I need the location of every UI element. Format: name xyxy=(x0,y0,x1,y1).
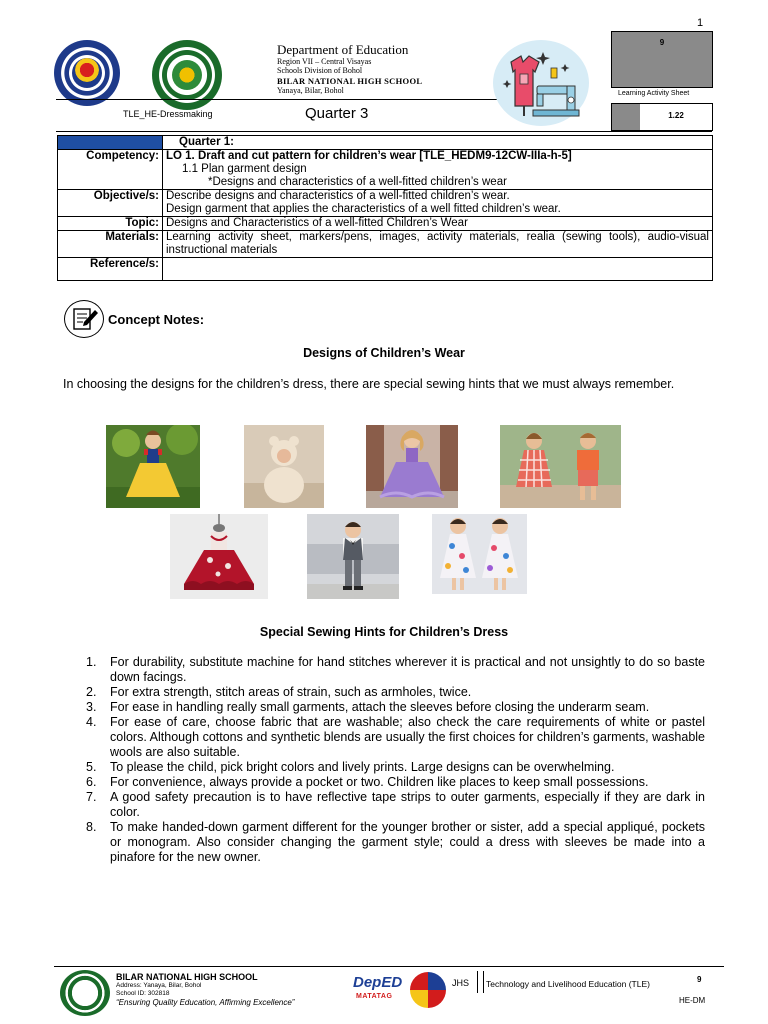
concept-notes-label: Concept Notes: xyxy=(108,312,205,327)
footer-separator xyxy=(477,971,484,993)
hint-text: For ease of care, choose fabric that are washable; also check the care requirements of white or pastel colors. Although cottons and synthetic blends are usually the first choices for children’s garments, washable wools are also suitable. xyxy=(110,715,705,759)
header-bottom-divider xyxy=(56,131,712,132)
quarter-label: Quarter 3 xyxy=(305,105,369,122)
department-title: Department of Education xyxy=(277,42,409,57)
designs-title: Designs of Children’s Wear xyxy=(303,346,465,360)
intro-paragraph: In choosing the designs for the children’s dress, there are special sewing hints that we must always remember. xyxy=(63,377,675,391)
hint-text: For durability, substitute machine for hand stitches wherever it is practical and not unsightly to do so baste down facings. xyxy=(110,655,705,684)
competency-cell xyxy=(163,150,713,190)
region-text: Region VII – Central Visayas xyxy=(277,57,372,66)
competency-label: Competency: xyxy=(58,150,163,190)
footer-school-id: School ID: 302818 xyxy=(116,990,170,997)
version-number: 1.22 xyxy=(668,111,684,120)
list-item: 5. To please the child, pick bright colors and lively prints. Large designs can be overwhelming. xyxy=(86,760,615,774)
hint-text: For ease in handling really small garments, attach the sleeves before closing the underarm seam. xyxy=(110,700,650,714)
photo-red-tutu xyxy=(170,514,268,599)
materials-label: Materials: xyxy=(58,231,163,258)
hint-text: For extra strength, stitch areas of strain, such as armholes, twice. xyxy=(110,685,472,699)
competency-table xyxy=(57,135,713,281)
school-address: Yanaya, Bilar, Bohol xyxy=(277,86,344,95)
objective-line-1: Describe designs and characteristics of a well-fitted children’s wear. xyxy=(166,190,510,202)
footer-code: HE-DM xyxy=(679,996,706,1005)
materials-cell: Learning activity sheet, markers/pens, images, activity materials, realia (sewing tools), audio-visual instructional materials xyxy=(163,231,713,258)
activity-label: Learning Activity Sheet xyxy=(618,90,690,97)
footer-divider xyxy=(54,966,724,967)
list-item: 3. For ease in handling really small garments, attach the sleeves before closing the underarm seam. xyxy=(86,700,650,714)
topic-cell: Designs and Characteristics of a well-fitted Children’s Wear xyxy=(163,217,713,231)
quarter-row: Quarter 1: xyxy=(163,136,713,150)
list-item: 4. For ease of care, choose fabric that are washable; also check the care requirements of white or pastel colors. Although cottons and synthetic blends are usually the first choices for children’s garments, washable wools are also suitable. xyxy=(86,715,705,759)
list-item: 7. A good safety precaution is to have reflective tape strips to outer garments, especially if they are dark in color. xyxy=(86,790,705,819)
photo-gingham-kids xyxy=(500,425,621,508)
sewing-machine-icon xyxy=(493,40,589,126)
footer-school-name: BILAR NATIONAL HIGH SCHOOL xyxy=(116,972,258,982)
objective-cell xyxy=(163,190,713,217)
photo-purple-dress xyxy=(366,425,458,508)
version-box xyxy=(611,103,713,131)
bagong-pilipinas-logo xyxy=(410,972,446,1008)
objective-label: Objective/s: xyxy=(58,190,163,217)
page-number: 1 xyxy=(697,17,704,29)
matatag-logo: MATATAG xyxy=(356,993,393,1000)
photo-baby-knit xyxy=(244,425,324,508)
reference-cell xyxy=(163,258,713,281)
topic-label: Topic: xyxy=(58,217,163,231)
list-item: 1. For durability, substitute machine for hand stitches wherever it is practical and not unsightly to do so baste down facings. xyxy=(86,655,705,684)
competency-line-3: *Designs and characteristics of a well-fitted children’s wear xyxy=(208,176,507,188)
school-name: BILAR NATIONAL HIGH SCHOOL xyxy=(277,76,423,86)
hint-text: A good safety precaution is to have reflective tape strips to outer garments, especially if they are dark in color. xyxy=(110,790,705,819)
activity-number: 9 xyxy=(659,38,665,47)
reference-label: Reference/s: xyxy=(58,258,163,281)
list-item: 6. For convenience, always provide a pocket or two. Children like places to keep small possessions. xyxy=(86,775,649,789)
objective-line-2: Design garment that applies the characteristics of a well fitted children’s wear. xyxy=(166,203,561,215)
competency-line-1: LO 1. Draft and cut pattern for children’s wear [TLE_HEDM9-12CW-IIIa-h-5] xyxy=(166,150,572,162)
hint-text: To make handed-down garment different for the younger brother or sister, add a special appliqué, pockets or monogram. Also consider changing the garment style; could a dress with sleeves be made into a pinafore for the new owner. xyxy=(110,820,705,864)
footer-motto: “Ensuring Quality Education, Affirming Excellence” xyxy=(116,998,295,1007)
hints-title: Special Sewing Hints for Children’s Dress xyxy=(259,625,509,639)
footer-page-number: 9 xyxy=(697,975,702,984)
photo-yellow-dress xyxy=(106,425,200,508)
division-text: Schools Division of Bohol xyxy=(277,66,363,75)
hint-text: For convenience, always provide a pocket or two. Children like places to keep small possessions. xyxy=(110,775,649,789)
footer-school-logo xyxy=(60,970,110,1016)
list-item: 8. To make handed-down garment different for the younger brother or sister, add a special appliqué, pockets or monogram. Also consider changing the garment style; could a dress with sleeves be made into a pinafore for the new owner. xyxy=(86,820,705,864)
sewing-hints-list xyxy=(86,655,705,865)
competency-line-2: 1.1 Plan garment design xyxy=(182,163,307,175)
deped-seal-logo xyxy=(54,40,120,106)
notepad-pencil-icon xyxy=(64,300,104,338)
subject-name: Technology and Livelihood Education (TLE) xyxy=(486,979,650,989)
list-item: 2. For extra strength, stitch areas of strain, such as armholes, twice. xyxy=(86,685,472,699)
photo-boy-vest xyxy=(307,514,399,599)
photo-floral-dresses xyxy=(432,514,527,594)
deped-logo: DepED xyxy=(353,974,403,991)
hint-text: To please the child, pick bright colors and lively prints. Large designs can be overwhelming. xyxy=(110,760,615,774)
footer-address: Address: Yanaya, Bilar, Bohol xyxy=(116,982,202,989)
header-divider xyxy=(56,99,498,100)
jhs-label: JHS xyxy=(452,978,470,988)
subject-code: TLE_HE-Dressmaking xyxy=(123,109,213,119)
table-header-cell xyxy=(58,136,163,150)
activity-number-box xyxy=(611,31,713,88)
